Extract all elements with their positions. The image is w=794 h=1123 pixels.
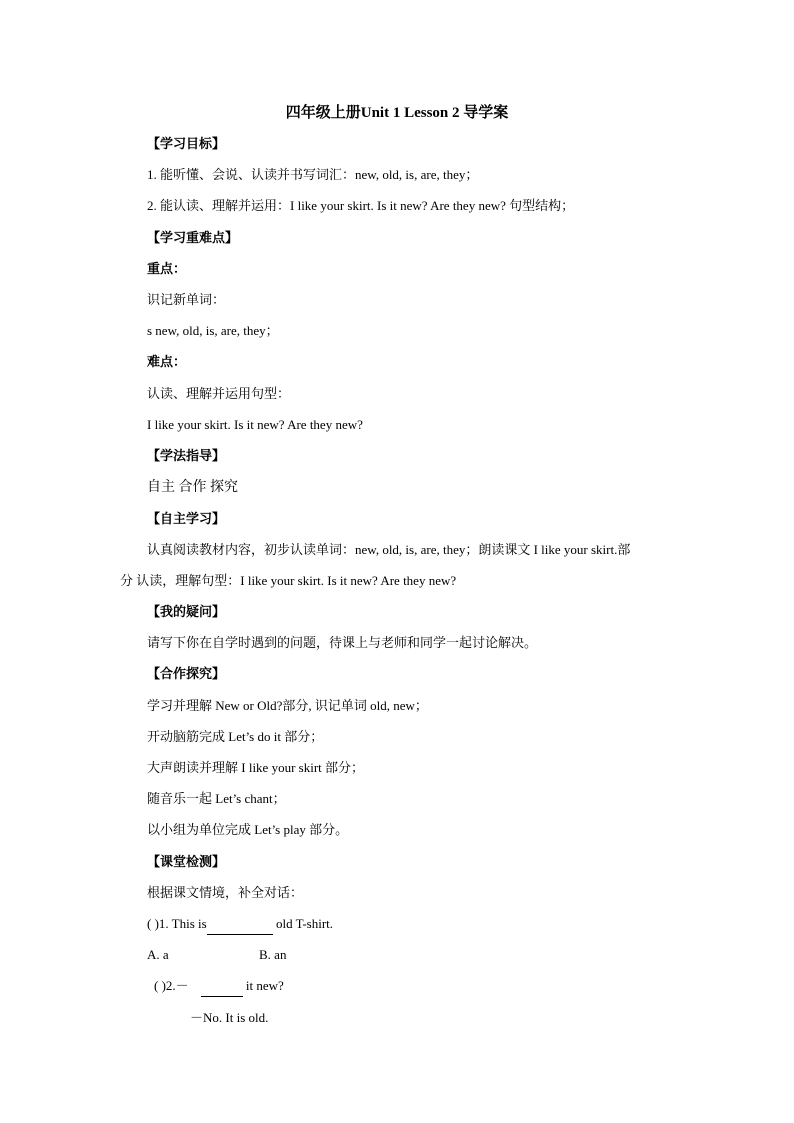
check-heading: 【课堂检测】 <box>147 854 226 869</box>
key-label: 重点： <box>147 261 187 276</box>
check-intro: 根据课文情境，补全对话： <box>147 885 304 900</box>
question-2-prefix: ( )2.－ <box>154 978 189 993</box>
self-study-line-2: 分 认读，理解句型：I like your skirt. Is it new? Are they new? <box>120 573 457 588</box>
difficult-label: 难点： <box>147 354 187 369</box>
key-line-1: 识记新单词： <box>147 292 226 307</box>
cooperation-item-4: 随音乐一起 Let’s chant； <box>147 791 286 806</box>
cooperation-item-1: 学习并理解 New or Old?部分, 识记单词 old, new； <box>147 698 428 713</box>
goal-item-1: 1. 能听懂、会说、认读并书写词汇：new, old, is, are, they； <box>147 167 479 182</box>
document-title: 四年级上册Unit 1 Lesson 2 导学案 <box>285 105 509 121</box>
cooperation-item-3: 大声朗读并理解 I like your skirt 部分； <box>147 760 365 775</box>
difficult-line-2: I like your skirt. Is it new? Are they new? <box>147 417 363 432</box>
question-1-blank <box>207 914 273 935</box>
key-line-2: s new, old, is, are, they； <box>147 323 279 338</box>
key-points-heading: 【学习重难点】 <box>147 230 239 245</box>
difficult-line-1: 认读、理解并运用句型： <box>147 386 291 401</box>
question-1-option-a: A. a <box>147 947 169 962</box>
method-heading: 【学法指导】 <box>147 448 226 463</box>
cooperation-item-5: 以小组为单位完成 Let’s play 部分。 <box>147 822 349 837</box>
self-study-heading: 【自主学习】 <box>147 511 226 526</box>
goal-item-2: 2. 能认读、理解并运用：I like your skirt. Is it new? Are they new? 句型结构； <box>147 198 575 213</box>
question-2-blank <box>201 976 243 997</box>
self-study-line-1: 认真阅读教材内容，初步认读单词：new, old, is, are, they；朗读课文 I like your skirt.部 <box>147 542 631 557</box>
cooperation-heading: 【合作探究】 <box>147 666 226 681</box>
questions-text: 请写下你在自学时遇到的问题，待课上与老师和同学一起讨论解决。 <box>147 635 538 650</box>
question-1-prefix: ( )1. This is <box>147 916 207 931</box>
question-1 <box>147 914 333 935</box>
questions-heading: 【我的疑问】 <box>147 604 226 619</box>
question-1-option-b: B. an <box>259 947 287 962</box>
cooperation-item-2: 开动脑筋完成 Let’s do it 部分； <box>147 729 324 744</box>
question-2-answer: －No. It is old. <box>190 1010 269 1025</box>
question-2-suffix: it new? <box>242 978 284 993</box>
goals-heading: 【学习目标】 <box>147 136 226 151</box>
question-1-suffix: old T-shirt. <box>272 916 334 931</box>
method-text: 自主 合作 探究 <box>147 480 238 495</box>
question-2 <box>154 976 284 997</box>
